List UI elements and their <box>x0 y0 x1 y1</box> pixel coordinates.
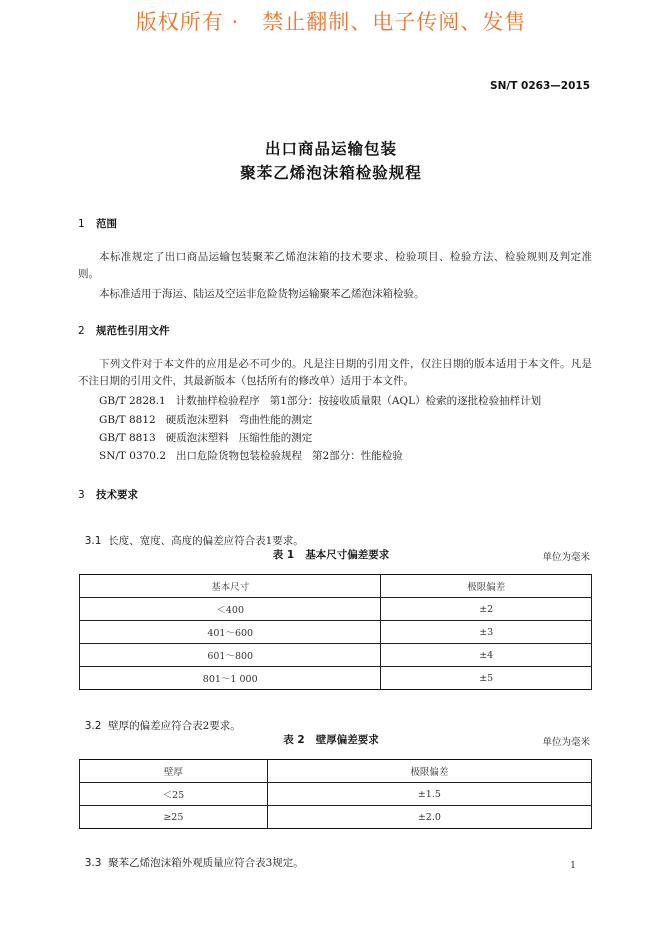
clause-3-1 <box>78 521 304 548</box>
section-2-number: 2 <box>78 325 85 337</box>
table-1-caption: 表 1 基本尺寸偏差要求 <box>272 549 390 561</box>
section-3-number: 3 <box>78 489 85 501</box>
document-title-line1: 出口商品运输包装 <box>264 140 397 158</box>
clause-3-3-number: 3.3 <box>84 857 102 869</box>
table-2-caption: 表 2 壁厚偏差要求 <box>283 734 379 746</box>
copyright-watermark: 版权所有 · 禁止翻制、电子传阅、发售 <box>135 10 527 34</box>
section-1-number: 1 <box>78 218 85 230</box>
clause-3-2-number: 3.2 <box>84 720 102 732</box>
table-cell: ＜25 <box>80 783 268 806</box>
table-header-cell: 基本尺寸 <box>80 575 381 598</box>
reference-item: GB/T 8812 硬质泡沫塑料 弯曲性能的测定 <box>99 414 313 426</box>
section-1-paragraph-2: 本标准适用于海运、陆运及空运非危险货物运输聚苯乙烯泡沫箱检验。 <box>99 288 425 300</box>
table-row <box>80 644 592 667</box>
document-number: SN/T 0263—2015 <box>490 80 590 92</box>
table-cell: ±2 <box>381 598 592 621</box>
section-3-heading <box>78 487 138 502</box>
section-1-paragraph-1: 本标准规定了出口商品运输包装聚苯乙烯泡沫箱的技术要求、检验项目、检验方法、检验规则及判定准则。 <box>78 251 592 280</box>
table-row <box>80 783 592 806</box>
section-3-title: 技术要求 <box>96 489 138 501</box>
table-cell: ±4 <box>381 644 592 667</box>
page-number: 1 <box>569 860 576 871</box>
table-cell: 801～1 000 <box>80 667 381 690</box>
table-row <box>80 667 592 690</box>
section-2-title: 规范性引用文件 <box>96 325 170 337</box>
table-header-cell: 极限偏差 <box>381 575 592 598</box>
clause-3-1-number: 3.1 <box>84 535 102 547</box>
reference-item: GB/T 2828.1 计数抽样检验程序 第1部分：按接收质量限（AQL）检索的逐批检验抽样计划 <box>99 395 542 407</box>
table-header-cell: 壁厚 <box>80 760 268 783</box>
table-row <box>80 621 592 644</box>
table-2-unit: 单位为毫米 <box>542 737 590 748</box>
section-1-title: 范围 <box>96 218 117 230</box>
table-cell: ≥25 <box>80 806 268 829</box>
table-cell: 401～600 <box>80 621 381 644</box>
reference-item: GB/T 8813 硬质泡沫塑料 压缩性能的测定 <box>99 432 313 444</box>
clause-3-1-text: 长度、宽度、高度的偏差应符合表1要求。 <box>108 535 304 547</box>
table-1 <box>79 574 592 690</box>
table-cell: ±1.5 <box>267 783 591 806</box>
table-2 <box>79 759 592 829</box>
table-cell: ±5 <box>381 667 592 690</box>
table-cell: ＜400 <box>80 598 381 621</box>
clause-3-2 <box>78 706 241 733</box>
table-header-cell: 极限偏差 <box>267 760 591 783</box>
clause-3-2-text: 壁厚的偏差应符合表2要求。 <box>108 720 241 732</box>
section-2-heading <box>78 323 170 338</box>
table-row <box>80 598 592 621</box>
table-cell: ±3 <box>381 621 592 644</box>
table-cell: 601～800 <box>80 644 381 667</box>
document-title-line2: 聚苯乙烯泡沫箱检验规程 <box>240 164 422 182</box>
table-row <box>80 806 592 829</box>
clause-3-3 <box>78 843 304 870</box>
section-1-heading <box>78 216 117 231</box>
table-1-unit: 单位为毫米 <box>542 552 590 563</box>
clause-3-3-text: 聚苯乙烯泡沫箱外观质量应符合表3规定。 <box>108 857 304 869</box>
table-cell: ±2.0 <box>267 806 591 829</box>
section-2-paragraph: 下列文件对于本文件的应用是必不可少的。凡是注日期的引用文件，仅注日期的版本适用于本文件。凡是不注日期的引用文件，其最新版本（包括所有的修改单）适用于本文件。 <box>78 358 592 387</box>
table-header-row <box>80 575 592 598</box>
reference-item: SN/T 0370.2 出口危险货物包装检验规程 第2部分：性能检验 <box>99 450 403 462</box>
table-header-row <box>80 760 592 783</box>
